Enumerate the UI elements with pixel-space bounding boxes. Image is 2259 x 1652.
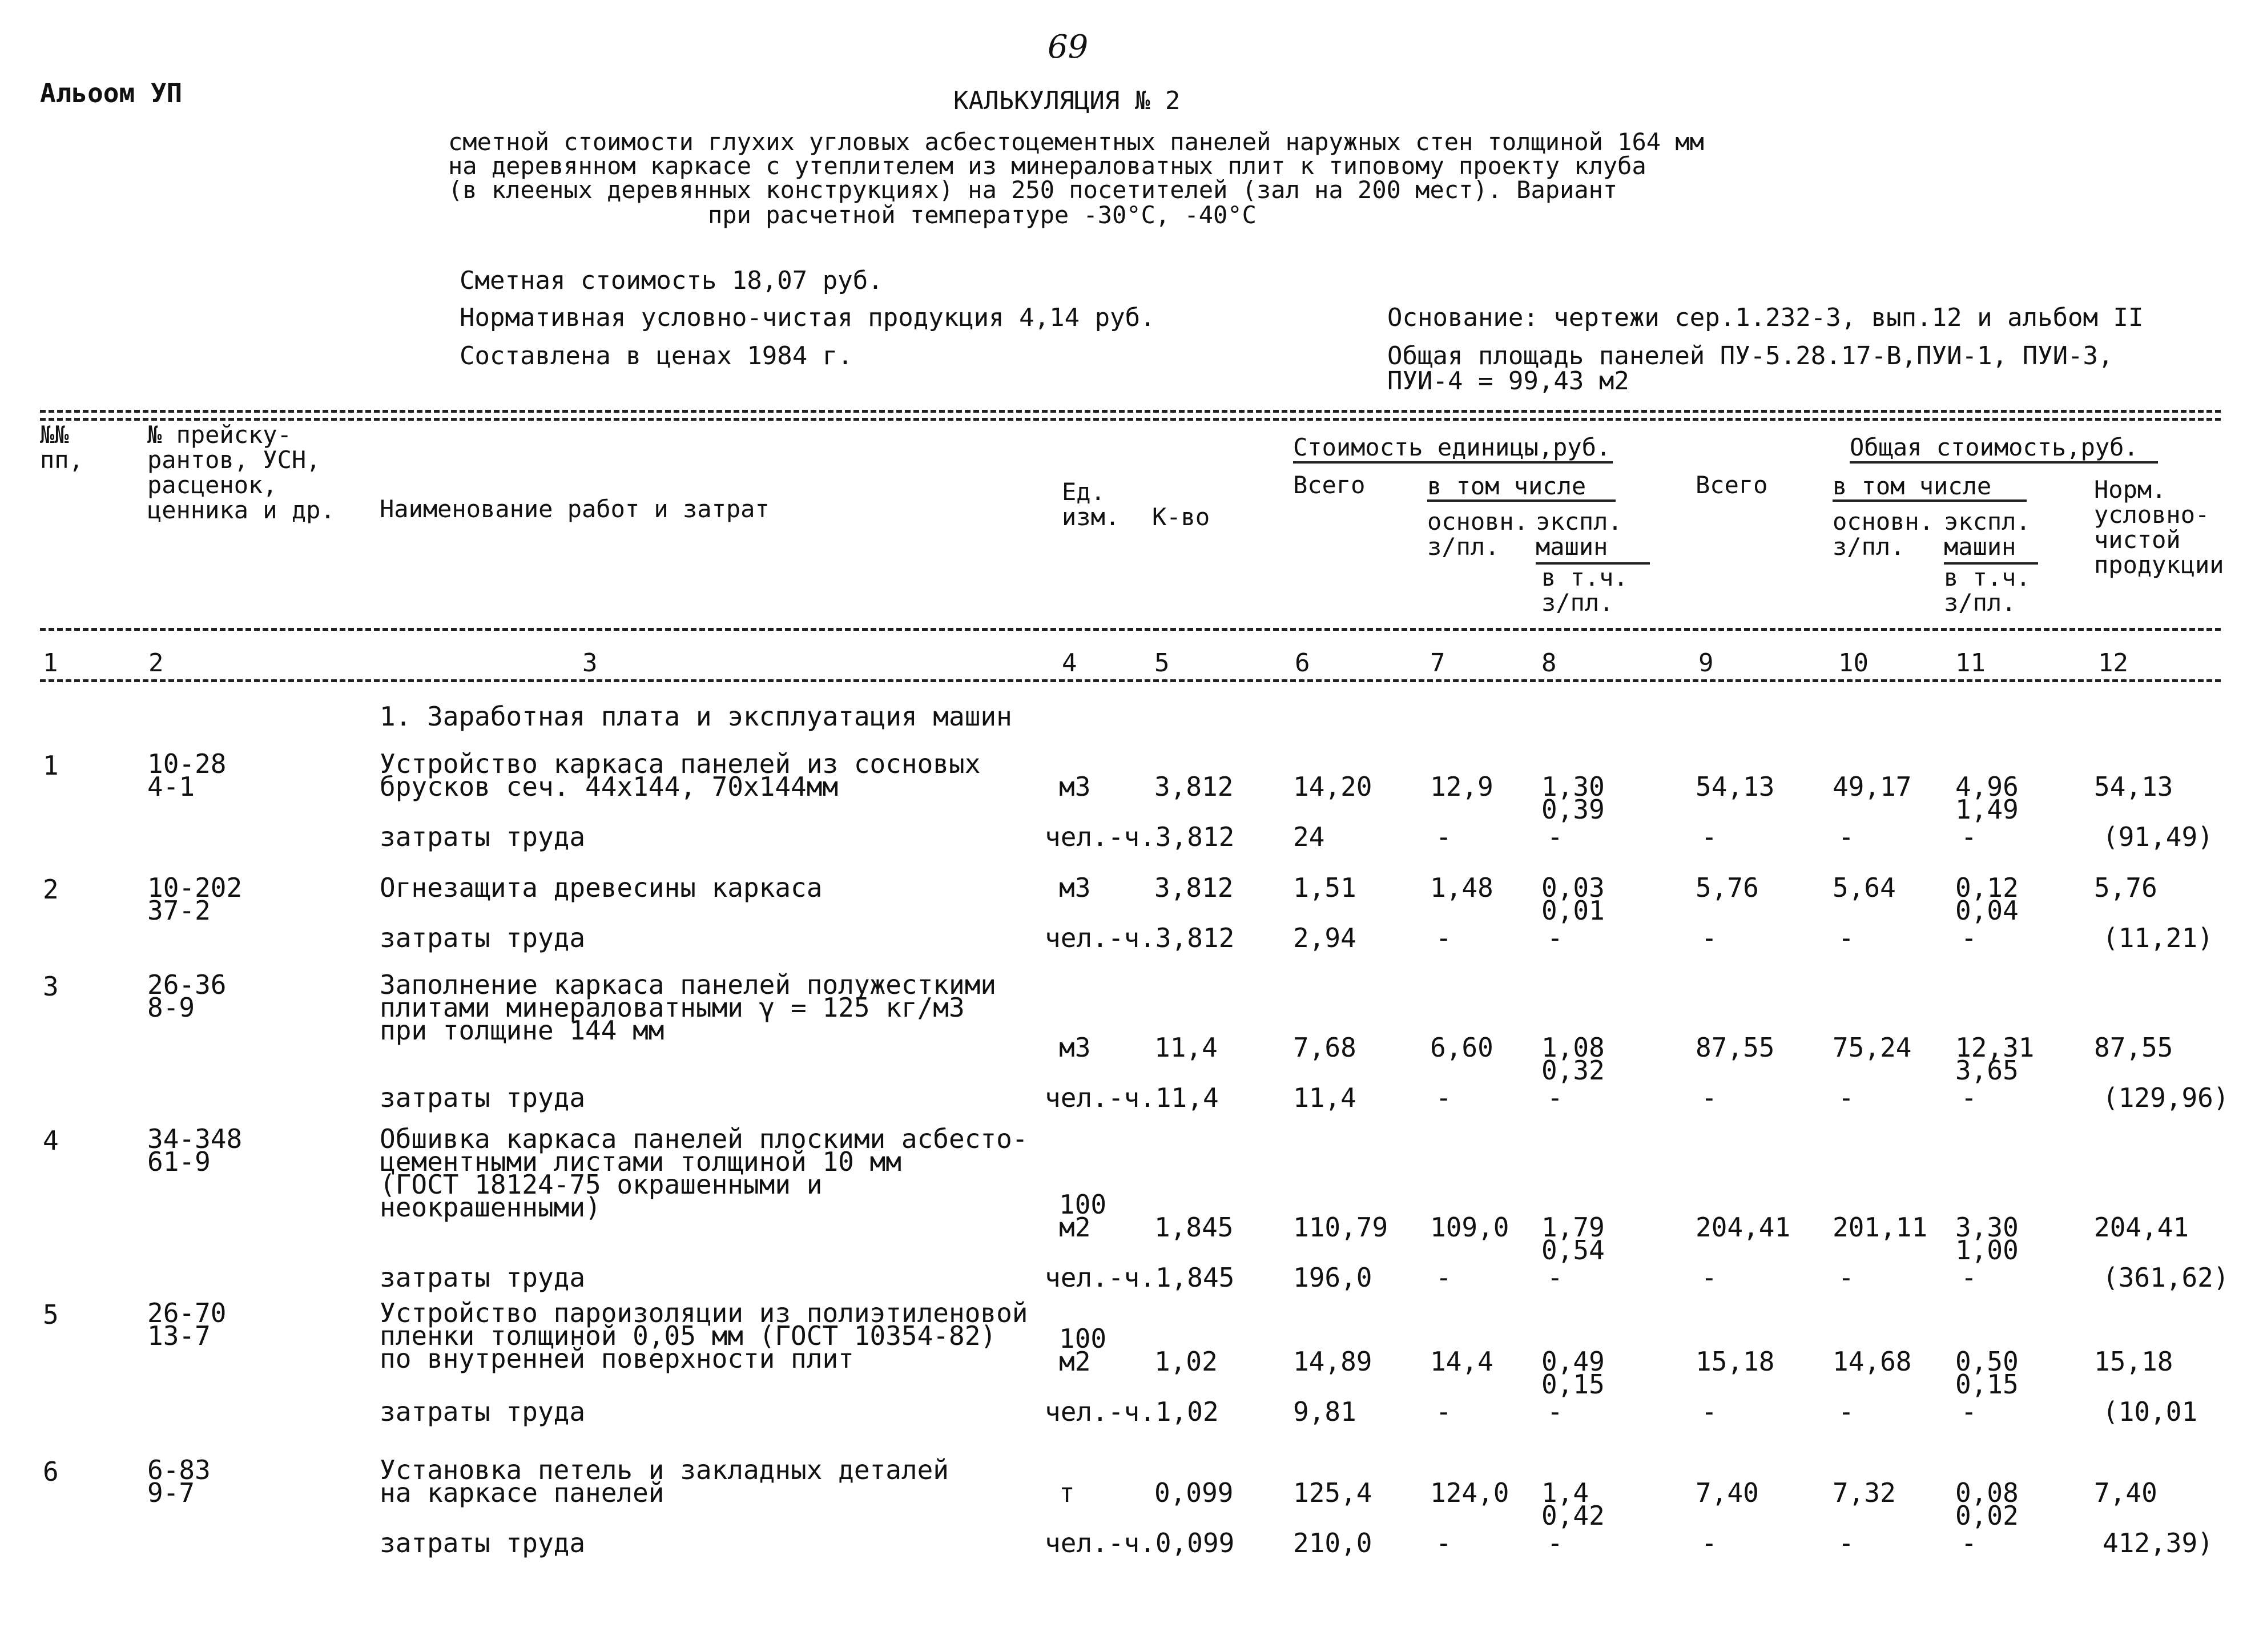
row-total-machine: 0,50 [1955,1346,2019,1377]
labor-norm: 412,39) [2103,1528,2213,1558]
col-num: 7 [1430,648,1445,678]
col-num: 12 [2098,648,2128,678]
labor-unit-total: 9,81 [1293,1396,1356,1427]
row-total-machine-wage: 1,49 [1955,794,2019,825]
row-number: 4 [43,1125,59,1156]
row-unit-machine-wage: 0,54 [1541,1235,1605,1266]
normative-product: Нормативная условно-чистая продукция 4,14 руб. [460,303,1155,332]
labor-dash: - [1701,1528,1717,1558]
row-unit-total: 14,89 [1293,1346,1372,1377]
labor-unit: чел.-ч.3,812 [1045,922,1235,953]
header-mach-sub-unit: в т.ч. з/пл. [1541,563,1628,617]
labor-dash: - [1961,922,1977,953]
labor-dash: - [1547,1396,1563,1427]
labor-norm: (129,96) [2103,1082,2229,1113]
header-total-cost-group: Общая стоимость,руб. [1850,433,2139,461]
row-code: 26-70 [147,1298,227,1328]
labor-dash: - [1701,922,1717,953]
header-num: №№ пп, [40,421,83,474]
row-code: 37-2 [147,895,211,926]
labor-dash: - [1436,821,1452,852]
col-num: 6 [1295,648,1310,678]
col-num: 8 [1541,648,1557,678]
estimated-cost: Сметная стоимость 18,07 руб. [460,266,883,295]
row-total-machine-wage: 3,65 [1955,1055,2019,1086]
row-number: 2 [43,874,59,905]
labor-dash: - [1547,1082,1563,1113]
row-work-name: на каркасе панелей [380,1477,665,1508]
row-unit: 100 [1059,1189,1107,1220]
header-qty: К-во [1152,503,1210,531]
row-total-machine: 0,08 [1955,1477,2019,1508]
row-unit-machine-wage: 0,01 [1541,895,1605,926]
col-num: 3 [582,648,598,678]
labor-dash: - [1838,1082,1854,1113]
labor-norm: (11,21) [2103,922,2213,953]
labor-unit: чел.-ч.11,4 [1045,1082,1219,1113]
row-qty: 11,4 [1154,1032,1218,1063]
labor-label: затраты труда [380,1528,586,1558]
row-work-name: (ГОСТ 18124-75 окрашенными и [380,1169,823,1200]
table-rule-header [40,628,2221,631]
row-total: 15,18 [1696,1346,1775,1377]
header-mach-unit: экспл. машин [1536,507,1622,561]
subtitle-line: при расчетной температуре -30°С, -40°С [708,201,1257,229]
labor-dash: - [1701,1262,1717,1293]
col-num: 1 [43,648,58,678]
labor-dash: - [1547,1528,1563,1558]
labor-norm: (91,49) [2103,821,2213,852]
row-unit-machine: 1,79 [1541,1212,1605,1243]
row-total: 54,13 [1696,771,1775,802]
labor-dash: - [1961,1396,1977,1427]
row-work-name: при толщине 144 мм [380,1015,665,1046]
labor-label: затраты труда [380,922,586,953]
table-rule-top [40,418,2221,421]
row-work-name: по внутренней поверхности плит [380,1343,854,1374]
row-total-basic: 201,11 [1833,1212,1928,1243]
labor-dash: - [1436,1082,1452,1113]
album-label: Альоом УП [40,78,183,108]
header-unit-cost-group: Стоимость единицы,руб. [1293,433,1611,461]
row-qty: 3,812 [1154,872,1234,903]
header-unit: Ед. изм. [1062,478,1120,531]
col-num: 2 [148,648,164,678]
row-total: 204,41 [1696,1212,1791,1243]
row-qty: 3,812 [1154,771,1234,802]
panel-area-line1: Общая площадь панелей ПУ-5.28.17-В,ПУИ-1, ПУИ-3, [1387,341,2113,370]
labor-dash: - [1961,1262,1977,1293]
row-total-basic: 14,68 [1833,1346,1912,1377]
row-unit-basic: 124,0 [1430,1477,1509,1508]
row-total-basic: 5,64 [1833,872,1896,903]
header-basic-unit: основн. з/пл. [1427,507,1529,561]
labor-unit-total: 11,4 [1293,1082,1356,1113]
row-norm: 7,40 [2094,1477,2157,1508]
row-unit-machine: 1,08 [1541,1032,1605,1063]
labor-dash: - [1701,821,1717,852]
labor-unit: чел.-ч.0,099 [1045,1528,1235,1558]
row-norm: 15,18 [2094,1346,2173,1377]
header-name: Наименование работ и затрат [380,495,770,523]
row-code: 26-36 [147,969,227,1000]
row-unit-machine: 0,03 [1541,872,1605,903]
row-number: 5 [43,1299,59,1330]
row-total-machine: 12,31 [1955,1032,2035,1063]
row-code: 61-9 [147,1146,211,1177]
row-unit-machine-wage: 0,39 [1541,794,1605,825]
row-unit-machine-wage: 0,15 [1541,1369,1605,1400]
row-number: 6 [43,1456,59,1487]
labor-dash: - [1436,1396,1452,1427]
row-work-name: неокрашенными) [380,1192,601,1223]
row-unit-machine: 1,30 [1541,771,1605,802]
header-mach-sum: экспл. машин [1944,507,2031,561]
row-work-name: брусков сеч. 44х144, 70х144мм [380,771,839,802]
row-total: 87,55 [1696,1032,1775,1063]
subtitle-line: (в клееных деревянных конструкциях) на 250 посетителей (зал на 200 мест). Вариант [448,176,1618,204]
col-num: 10 [1838,648,1869,678]
row-number: 1 [43,750,59,781]
row-code: 10-202 [147,872,243,903]
header-rule [1833,499,2027,502]
row-unit: м3 [1059,771,1091,802]
labor-label: затраты труда [380,1396,586,1427]
header-mach-sub-sum: в т.ч. з/пл. [1944,563,2031,617]
price-year: Составлена в ценах 1984 г. [460,341,853,370]
labor-unit: чел.-ч.1,845 [1045,1262,1235,1293]
labor-dash: - [1961,821,1977,852]
row-unit-total: 110,79 [1293,1212,1388,1243]
labor-label: затраты труда [380,1082,586,1113]
row-code: 8-9 [147,992,195,1023]
row-total-machine-wage: 0,02 [1955,1500,2019,1531]
row-norm: 204,41 [2094,1212,2189,1243]
row-unit-total: 7,68 [1293,1032,1356,1063]
row-unit-basic: 1,48 [1430,872,1493,903]
row-code: 6-83 [147,1454,211,1485]
table-rule-colnums [40,679,2221,682]
row-unit-machine: 0,49 [1541,1346,1605,1377]
panel-area-line2: ПУИ-4 = 99,43 м2 [1387,366,1629,396]
header-rule [1850,461,2158,464]
row-qty: 1,02 [1154,1346,1218,1377]
row-total-basic: 49,17 [1833,771,1912,802]
labor-dash: - [1436,1262,1452,1293]
header-rule [1427,499,1616,502]
row-total-machine: 4,96 [1955,771,2019,802]
col-num: 5 [1154,648,1170,678]
row-unit-basic: 109,0 [1430,1212,1509,1243]
labor-dash: - [1701,1396,1717,1427]
labor-dash: - [1961,1082,1977,1113]
labor-unit-total: 196,0 [1293,1262,1372,1293]
row-code: 13-7 [147,1320,211,1351]
col-num: 9 [1698,648,1714,678]
row-work-name: цементными листами толщиной 10 мм [380,1146,901,1177]
labor-unit: чел.-ч.1,02 [1045,1396,1219,1427]
row-total-machine-wage: 0,04 [1955,895,2019,926]
row-total: 7,40 [1696,1477,1759,1508]
header-price: № прейску- рантов, УСН, расценок, ценника и др. [147,421,335,524]
subtitle-line: на деревянном каркасе с утеплителем из минераловатных плит к типовому проекту клуба [448,152,1646,180]
row-work-name: Обшивка каркаса панелей плоскими асбесто- [380,1123,1028,1154]
row-unit-basic: 12,9 [1430,771,1493,802]
table-rule-top [40,410,2221,413]
labor-dash: - [1838,821,1854,852]
col-num: 4 [1062,648,1077,678]
row-work-name: Устройство пароизоляции из полиэтиленовой [380,1298,1028,1328]
row-total-basic: 7,32 [1833,1477,1896,1508]
row-norm: 54,13 [2094,771,2173,802]
labor-dash: - [1547,1262,1563,1293]
page-title: КАЛЬКУЛЯЦИЯ № 2 [953,86,1181,115]
row-total-machine: 3,30 [1955,1212,2019,1243]
labor-unit-total: 210,0 [1293,1528,1372,1558]
row-work-name: Устройство каркаса панелей из сосновых [380,748,981,779]
row-work-name: плитами минераловатными γ = 125 кг/м3 [380,992,965,1023]
row-code: 4-1 [147,771,195,802]
row-unit-machine-wage: 0,42 [1541,1500,1605,1531]
labor-dash: - [1838,1396,1854,1427]
labor-norm: (361,62) [2103,1262,2229,1293]
row-unit-total: 1,51 [1293,872,1356,903]
row-norm: 5,76 [2094,872,2157,903]
row-work-name: пленки толщиной 0,05 мм (ГОСТ 10354-82) [380,1320,997,1351]
col-num: 11 [1955,648,1986,678]
row-qty: 1,845 [1154,1212,1234,1243]
row-norm: 87,55 [2094,1032,2173,1063]
header-basic-sum: основн. з/пл. [1833,507,1934,561]
labor-dash: - [1701,1082,1717,1113]
row-work-name: Заполнение каркаса панелей полужесткими [380,969,997,1000]
labor-dash: - [1838,922,1854,953]
row-work-name: Огнезащита древесины каркаса [380,872,823,903]
row-unit: м2 [1059,1346,1091,1377]
row-work-name: Установка петель и закладных деталей [380,1454,949,1485]
labor-norm: (10,01 [2103,1396,2198,1427]
row-total-machine-wage: 0,15 [1955,1369,2019,1400]
row-total-machine-wage: 1,00 [1955,1235,2019,1266]
row-unit-machine-wage: 0,32 [1541,1055,1605,1086]
header-incl-unit: в том числе [1427,472,1586,500]
row-number: 3 [43,971,59,1002]
row-code: 10-28 [147,748,227,779]
labor-dash: - [1436,1528,1452,1558]
labor-dash: - [1961,1528,1977,1558]
labor-unit-total: 2,94 [1293,922,1356,953]
row-unit: 100 [1059,1323,1107,1354]
row-unit-total: 125,4 [1293,1477,1372,1508]
row-unit: м3 [1059,1032,1091,1063]
basis: Основание: чертежи сер.1.232-3, вып.12 и альбом II [1387,303,2144,332]
subtitle-line: сметной стоимости глухих угловых асбестоцементных панелей наружных стен толщиной 164 мм [448,128,1704,156]
row-unit-total: 14,20 [1293,771,1372,802]
row-unit: т [1059,1477,1075,1508]
row-code: 34-348 [147,1123,243,1154]
labor-label: затраты труда [380,1262,586,1293]
header-total-sum: Всего [1696,471,1768,499]
row-total: 5,76 [1696,872,1759,903]
row-unit-basic: 14,4 [1430,1346,1493,1377]
labor-dash: - [1436,922,1452,953]
row-code: 9-7 [147,1477,195,1508]
labor-unit: чел.-ч.3,812 [1045,821,1235,852]
labor-dash: - [1547,821,1563,852]
labor-dash: - [1547,922,1563,953]
labor-dash: - [1838,1262,1854,1293]
row-unit-machine: 1,4 [1541,1477,1589,1508]
labor-label: затраты труда [380,821,586,852]
header-norm: Норм. условно- чистой продукции [2094,476,2224,579]
row-unit-basic: 6,60 [1430,1032,1493,1063]
row-unit: м3 [1059,872,1091,903]
page-number: 69 [1048,29,1089,66]
section-title: 1. Заработная плата и эксплуатация машин [380,701,1012,732]
header-incl-sum: в том числе [1833,472,1992,500]
row-qty: 0,099 [1154,1477,1234,1508]
labor-unit-total: 24 [1293,821,1325,852]
row-unit: м2 [1059,1212,1091,1243]
header-total-unit: Всего [1293,471,1366,499]
labor-dash: - [1838,1528,1854,1558]
row-total-machine: 0,12 [1955,872,2019,903]
header-rule [1293,461,1613,464]
row-total-basic: 75,24 [1833,1032,1912,1063]
